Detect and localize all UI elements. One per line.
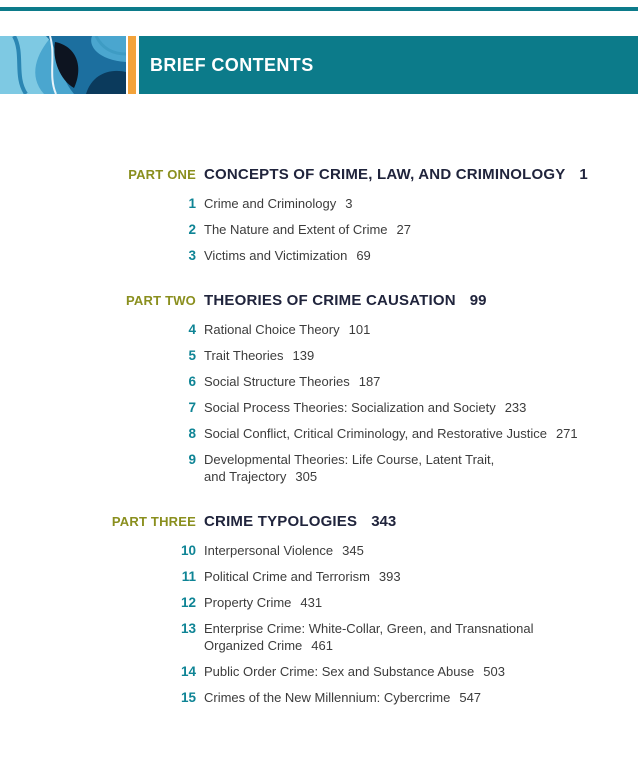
toc-part-two [86,292,638,485]
chapter-page: 305 [295,469,318,484]
chapter-number: 13 [180,621,196,636]
abstract-blue-art [0,36,126,94]
chapter-page: 101 [348,322,371,337]
chapter-title: Interpersonal Violence [204,543,334,558]
chapter-title: Crime and Criminology [204,196,337,211]
chapter-page: 547 [459,690,482,705]
chapter-number: 7 [188,400,196,415]
chapter-number: 6 [188,374,196,389]
chapter-title-line1: Enterprise Crime: White-Collar, Green, and Transnational [204,621,534,636]
chapter-page: 503 [483,664,505,679]
part-heading [86,292,638,310]
chapter-number: 5 [188,348,196,363]
chapter-title: Crimes of the New Millennium: Cybercrime [204,690,451,705]
cover-art-image [0,36,126,94]
chapter-page: 345 [342,543,364,558]
chapter-title: Rational Choice Theory [204,322,340,337]
chapter-number: 11 [181,569,196,584]
chapter-title-line2: and Trajectory [204,469,287,484]
toc-entry [86,568,638,585]
chapter-title: Political Crime and Terrorism [204,569,370,584]
chapter-number: 14 [180,664,196,679]
toc-entry [86,620,638,654]
chapter-page: 3 [345,196,353,211]
chapter-title-line2: Organized Crime [204,638,303,653]
chapter-number: 12 [180,595,196,610]
chapter-page: 431 [300,595,323,610]
chapter-page: 461 [311,638,333,653]
chapter-page: 187 [358,374,381,389]
chapter-number: 4 [188,322,196,337]
chapter-page: 27 [396,222,411,237]
chapter-page: 393 [378,569,401,584]
header-band [0,36,638,94]
part-page: 99 [469,292,487,309]
chapter-title: Social Conflict, Critical Criminology, and Restorative Justice [204,426,547,441]
chapter-number: 10 [180,543,196,558]
chapter-title: Victims and Victimization [204,248,348,263]
page-title: BRIEF CONTENTS [150,54,314,75]
toc-entry [86,594,638,611]
chapter-page: 233 [504,400,527,415]
toc-entry [86,425,638,442]
brief-contents-list [86,166,638,706]
part-label: PART TWO [126,293,196,308]
chapter-title: Trait Theories [204,348,284,363]
page-top-rule [0,7,638,11]
chapter-page: 271 [555,426,578,441]
chapter-title: Social Structure Theories [204,374,350,389]
toc-entry [86,542,638,559]
part-label: PART THREE [111,514,196,529]
chapter-title: The Nature and Extent of Crime [204,222,388,237]
chapter-page: 69 [356,248,371,263]
part-heading [86,166,638,184]
toc-entry [86,221,638,238]
toc-entry [86,247,638,264]
chapter-title: Property Crime [204,595,292,610]
toc-entry [86,373,638,390]
chapter-number: 15 [180,690,196,705]
title-band [139,36,638,94]
toc-part-three [86,513,638,706]
toc-entry [86,321,638,338]
toc-entry [86,399,638,416]
part-title: CRIME TYPOLOGIES [204,513,358,530]
chapter-number: 3 [188,248,196,263]
chapter-title-line1: Developmental Theories: Life Course, Latent Trait, [204,452,495,467]
toc-entry [86,689,638,706]
part-heading [86,513,638,531]
toc-entry [86,347,638,364]
chapter-number: 9 [188,452,196,467]
accent-stripe [128,36,136,94]
toc-entry [86,451,638,485]
part-title: THEORIES OF CRIME CAUSATION [204,292,456,309]
part-label: PART ONE [128,167,196,182]
part-page: 343 [371,513,397,530]
part-page: 1 [579,166,588,183]
chapter-title: Public Order Crime: Sex and Substance Abuse [204,664,475,679]
chapter-number: 2 [188,222,196,237]
toc-entry [86,663,638,680]
chapter-number: 1 [188,196,196,211]
toc-entry [86,195,638,212]
chapter-number: 8 [188,426,196,441]
chapter-page: 139 [292,348,315,363]
part-title: CONCEPTS OF CRIME, LAW, AND CRIMINOLOGY [204,166,566,183]
chapter-title: Social Process Theories: Socialization and Society [204,400,496,415]
toc-part-one [86,166,638,264]
